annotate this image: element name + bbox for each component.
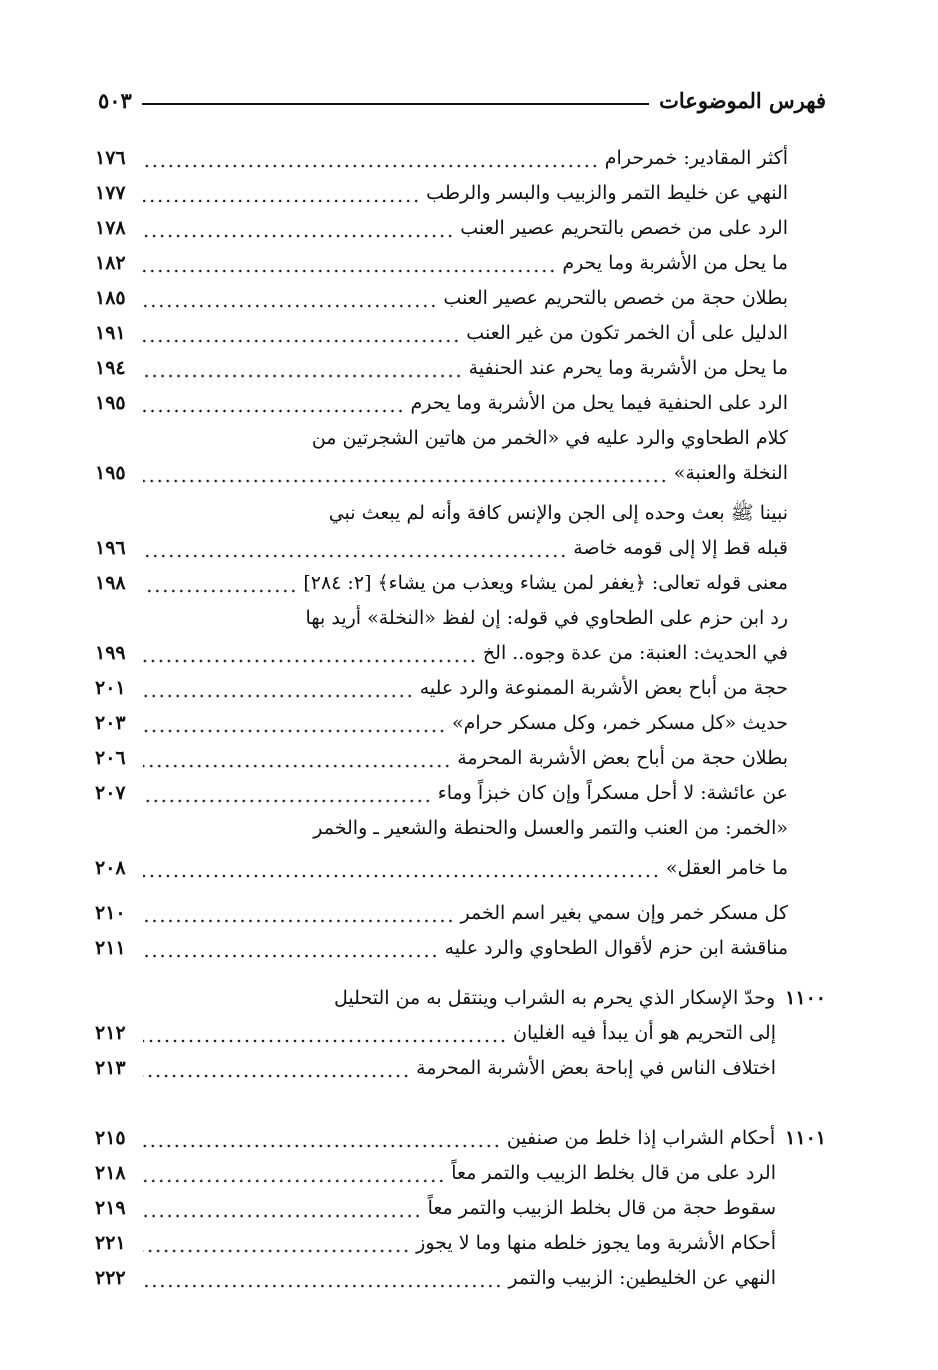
dot-leader (143, 589, 297, 593)
section-number: ١١٠١ (785, 1127, 826, 1149)
entry-page-number: ٢٠٣ (95, 712, 126, 734)
index-entry (95, 388, 788, 418)
entry-title: «الخمر: من العنب والتمر والعسل والحنطة والشعير ـ والخمر (313, 817, 788, 839)
index-entry (95, 708, 788, 738)
header-page-number: ٥٠٣ (98, 87, 132, 113)
entry-page-number: ٢١٠ (95, 902, 126, 924)
entry-page-number: ١٩٤ (95, 357, 126, 379)
dot-leader (143, 1074, 410, 1078)
entry-title: أحكام الأشربة وما يجوز خلطه منها وما لا يجوز (416, 1232, 776, 1254)
dot-leader (143, 729, 446, 733)
index-entry (95, 498, 788, 528)
entry-page-number: ٢١٣ (95, 1057, 126, 1079)
index-entry (95, 778, 788, 808)
dot-leader (143, 234, 454, 238)
index-entry (95, 213, 788, 243)
entry-title: ما خامر العقل» (665, 857, 788, 879)
index-entry (95, 1263, 776, 1293)
index-entry (95, 178, 788, 208)
dot-leader (143, 659, 477, 663)
entry-title: في الحديث: العنبة: من عدة وجوه.. الخ (482, 642, 788, 664)
entry-title: كل مسكر خمر وإن سمي بغير اسم الخمر (460, 902, 788, 924)
index-entry (95, 1053, 776, 1083)
entry-page-number: ١٩٨ (95, 572, 126, 594)
entry-title: ما يحل من الأشربة وما يحرم (562, 252, 788, 274)
dot-leader (143, 874, 660, 878)
index-entry (95, 673, 788, 703)
dot-leader (143, 1214, 422, 1218)
entry-title: أكثر المقادير: خمرحرام (604, 147, 788, 169)
dot-leader (143, 764, 451, 768)
entry-page-number: ٢١٥ (95, 1127, 126, 1149)
dot-leader (143, 164, 599, 168)
entry-page-number: ٢١٢ (95, 1022, 126, 1044)
dot-leader (143, 1284, 502, 1288)
index-entry (95, 533, 788, 563)
index-entry (95, 898, 788, 928)
entry-title: الرد على من قال بخلط الزبيب والتمر معاً (451, 1162, 776, 1184)
entry-title: النهي عن خليط التمر والزبيب والبسر والرطب (426, 182, 788, 204)
entry-page-number: ١٨٢ (95, 252, 126, 274)
index-entry (95, 983, 826, 1013)
dot-leader (143, 799, 432, 803)
dot-leader (143, 479, 668, 483)
entry-page-number: ٢١٨ (95, 1162, 126, 1184)
entry-page-number: ١٩٥ (95, 462, 126, 484)
dot-leader (143, 199, 420, 203)
entry-page-number: ١٧٦ (95, 147, 126, 169)
entry-title: نبينا ﷺ بعث وحده إلى الجن والإنس كافة وأنه لم يبعث نبي (328, 502, 788, 524)
entry-title: ما يحل من الأشربة وما يحرم عند الحنفية (468, 357, 788, 379)
section-number: ١١٠٠ (785, 987, 826, 1009)
index-entry (95, 1193, 776, 1223)
entry-title: بطلان حجة من خصص بالتحريم عصير العنب (443, 287, 788, 309)
index-entry (95, 143, 788, 173)
entry-title: بطلان حجة من أباح بعض الأشربة المحرمة (457, 747, 788, 769)
dot-leader (143, 554, 567, 558)
dot-leader (143, 374, 463, 378)
index-entry (95, 353, 788, 383)
entry-title: سقوط حجة من قال بخلط الزبيب والتمر معاً (427, 1197, 776, 1219)
entry-title: وحدّ الإسكار الذي يحرم به الشراب وينتقل به من التحليل (334, 987, 776, 1009)
entry-page-number: ١٩٥ (95, 392, 126, 414)
entry-page-number: ١٩٩ (95, 642, 126, 664)
index-entry (95, 638, 788, 668)
page-header (98, 82, 826, 118)
dot-leader (143, 1179, 445, 1183)
entry-title: قبله قط إلا إلى قومه خاصة (573, 537, 788, 559)
index-entry (95, 853, 788, 883)
entry-page-number: ٢٠٦ (95, 747, 126, 769)
entry-page-number: ١٨٥ (95, 287, 126, 309)
entry-page-number: ٢١١ (95, 937, 126, 959)
dot-leader (143, 954, 439, 958)
header-rule (142, 103, 649, 105)
dot-leader (143, 919, 455, 923)
dot-leader (143, 304, 437, 308)
index-entry (95, 423, 788, 453)
entry-page-number: ١٩٦ (95, 537, 126, 559)
index-entry (95, 1158, 776, 1188)
dot-leader (143, 694, 414, 698)
entry-title: أحكام الشراب إذا خلط من صنفين (506, 1127, 776, 1149)
entry-title: الرد على الحنفية فيما يحل من الأشربة وما يحرم (410, 392, 788, 414)
dot-leader (143, 1144, 501, 1148)
entry-page-number: ٢٢٢ (95, 1267, 126, 1289)
index-entry (95, 568, 788, 598)
index-entry (95, 743, 788, 773)
dot-leader (143, 409, 405, 413)
entry-page-number: ٢٠٨ (95, 857, 126, 879)
entry-title: كلام الطحاوي والرد عليه في «الخمر من هاتين الشجرتين من (311, 427, 788, 449)
index-entry (95, 248, 788, 278)
dot-leader (143, 339, 460, 343)
index-entry (95, 1123, 826, 1153)
entry-title: الرد على من خصص بالتحريم عصير العنب (460, 217, 788, 239)
index-entry (95, 933, 788, 963)
entry-page-number: ٢٠١ (95, 677, 126, 699)
index-entry (95, 1228, 776, 1258)
entry-title: اختلاف الناس في إباحة بعض الأشربة المحرمة (416, 1057, 776, 1079)
entry-page-number: ١٧٧ (95, 182, 126, 204)
entry-title: النهي عن الخليطين: الزبيب والتمر (508, 1267, 776, 1289)
index-entry (95, 813, 788, 843)
entry-title: حديث «كل مسكر خمر، وكل مسكر حرام» (451, 712, 788, 734)
index-entry (95, 318, 788, 348)
header-title: فهرس الموضوعات (659, 87, 826, 113)
entry-title: الدليل على أن الخمر تكون من غير العنب (466, 322, 788, 344)
entry-title: إلى التحريم هو أن يبدأ فيه الغليان (513, 1022, 776, 1044)
entry-title: رد ابن حزم على الطحاوي في قوله: إن لفظ «النخلة» أريد بها (305, 607, 788, 629)
entry-title: معنى قوله تعالى: ﴿يغفر لمن يشاء ويعذب من يشاء﴾ [٢: ٢٨٤] (303, 572, 788, 594)
entry-page-number: ٢٢١ (95, 1232, 126, 1254)
dot-leader (143, 269, 556, 273)
entry-page-number: ٢١٩ (95, 1197, 126, 1219)
index-entry (95, 283, 788, 313)
entry-title: حجة من أباح بعض الأشربة الممنوعة والرد عليه (419, 677, 788, 699)
entry-page-number: ١٧٨ (95, 217, 126, 239)
index-entry (95, 603, 788, 633)
index-entry (95, 1018, 776, 1048)
index-entry (95, 458, 788, 488)
entry-page-number: ٢٠٧ (95, 782, 126, 804)
entry-title: عن عائشة: لا أحل مسكراً وإن كان خبزاً وماء (437, 782, 788, 804)
entry-title: النخلة والعنبة» (673, 462, 788, 484)
entry-page-number: ١٩١ (95, 322, 126, 344)
entry-title: مناقشة ابن حزم لأقوال الطحاوي والرد عليه (444, 937, 788, 959)
dot-leader (143, 1249, 410, 1253)
dot-leader (143, 1039, 507, 1043)
